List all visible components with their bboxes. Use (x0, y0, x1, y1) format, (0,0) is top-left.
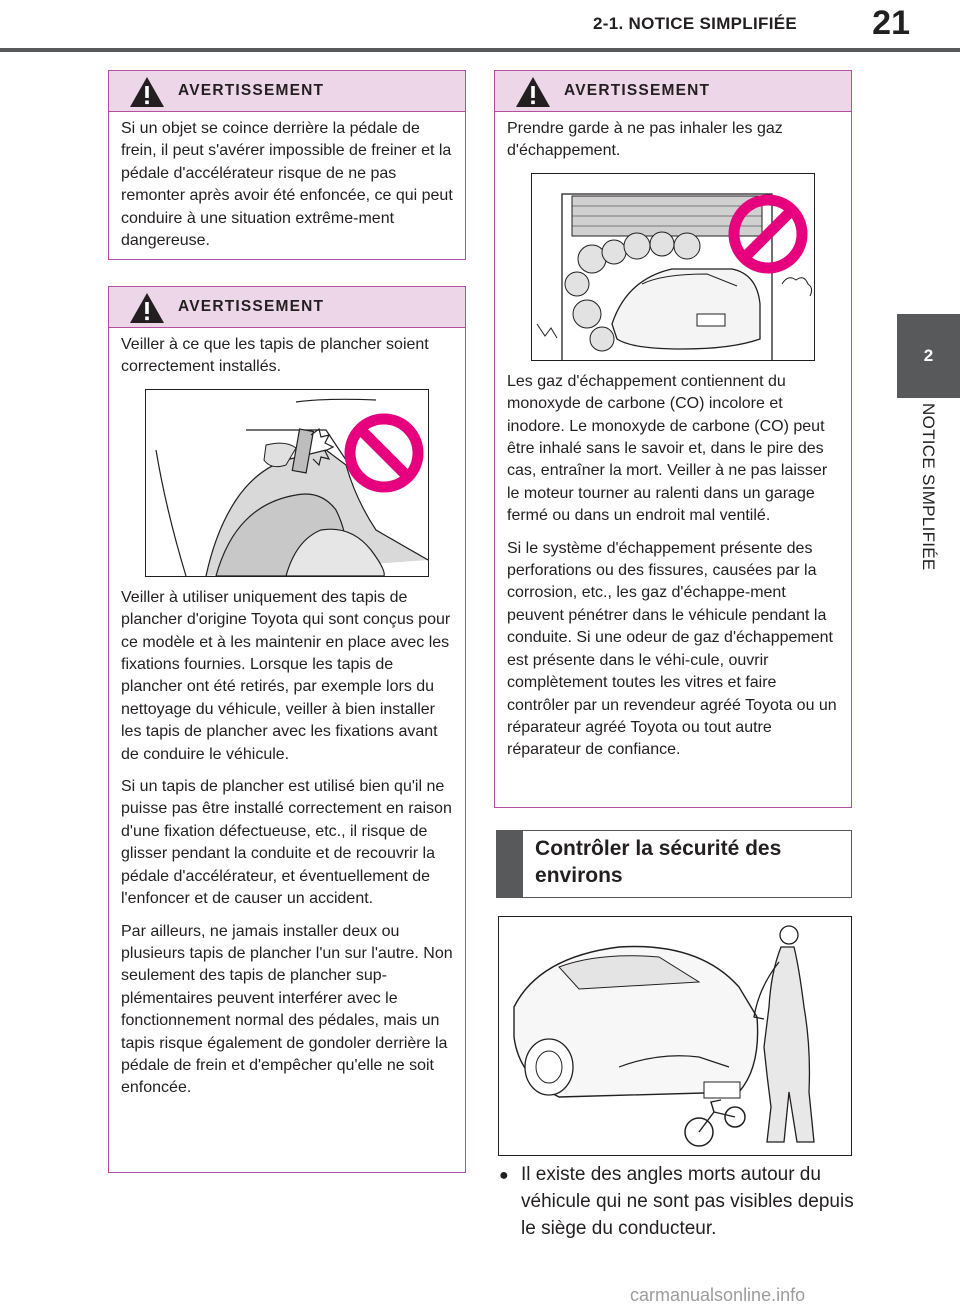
warning-intro: Prendre garde à ne pas inhaler les gaz d'échappement. (507, 120, 783, 160)
warning-triangle-icon (129, 292, 165, 324)
warning-box-exhaust-gas (494, 70, 852, 808)
warning-title: AVERTISSEMENT (178, 82, 325, 99)
warning-paragraph: Si le système d'échappement présente des perforations ou des fissures, causées par la corrosion, etc., les gaz d'échappe-ment peuvent pénétrer dans le véhicule pendant la conduite. Si une odeur de gaz d'échappement est présente dans le véhi-cule, ouvrir complètement toutes les vitres et faire contrôler par un revendeur agréé Toyota ou un réparateur agréé Toyota ou tout autre réparateur de confiance. (507, 539, 837, 759)
floor-mat-drawing (146, 390, 428, 576)
warning-body (109, 112, 465, 252)
warning-paragraph: Si un tapis de plancher est utilisé bien qu'il ne puisse pas être installé correctement en raison d'une fixation défectueuse, etc., il risque de glisser pendant la conduite et de recouvrir la pédale d'accélérateur, et éventuellement de l'enfoncer et de causer un accident. (121, 778, 452, 908)
warning-paragraph: Par ailleurs, ne jamais installer deux ou plusieurs tapis de plancher l'un sur l'autre. Non seulement des tapis de plancher sup-plémentaires peuvent interférer avec le fonctionnement normal des pédales, mais un tapis risque également de gondoler derrière la pédale de frein et d'empêcher qu'elle ne soit enfoncée. (121, 922, 453, 1097)
watermark: carmanualsonline.info (630, 1285, 806, 1305)
garage-exhaust-illustration (531, 173, 815, 361)
warning-triangle-icon (129, 76, 165, 108)
floor-mat-illustration (145, 389, 429, 577)
car-and-person-drawing (499, 917, 851, 1155)
warning-body (109, 328, 465, 1100)
warning-paragraph: Les gaz d'échappement contiennent du monoxyde de carbone (CO) incolore et inodore. Le monoxyde de carbone (CO) peut être inhalé sans le savoir et, dans le pire des cas, entraîner la mort. Veiller à ne pas laisser le moteur tourner au ralenti dans un garage fermé ou dans un endroit mal ventilé. (507, 372, 828, 525)
warning-paragraph: Veiller à utiliser uniquement des tapis de plancher d'origine Toyota qui sont conçus pour ce modèle et à les maintenir en place avec les fixations fournies. Lorsque les tapis de plancher ont été retirés, par exemple lors du nettoyage du véhicule, veiller à bien installer les tapis de plancher avec les fixations avant de conduire le véhicule. (121, 588, 451, 763)
section-heading-bar (497, 831, 523, 897)
warning-triangle-icon (515, 76, 551, 108)
warning-box-brake-pedal (108, 70, 466, 260)
warning-header (495, 71, 851, 112)
page-number: 21 (872, 4, 910, 42)
warning-title: AVERTISSEMENT (564, 82, 711, 99)
surroundings-check-illustration (498, 916, 852, 1156)
warning-header (109, 287, 465, 328)
section-heading-box (496, 830, 852, 898)
chapter-tab[interactable]: 2 (897, 314, 960, 398)
warning-body (495, 112, 851, 762)
garage-exhaust-drawing (532, 174, 814, 360)
warning-header (109, 71, 465, 112)
warning-box-floor-mats (108, 286, 466, 1173)
bullet-icon: ● (499, 1167, 509, 1184)
section-heading-title: Contrôler la sécurité des environs (535, 837, 782, 887)
running-header-title: 2-1. NOTICE SIMPLIFIÉE (592, 14, 798, 33)
warning-title: AVERTISSEMENT (178, 298, 325, 315)
warning-paragraph: Si un objet se coince derrière la pédale de frein, il peut s'avérer impossible de freiner et la pédale d'accélérateur risque de ne pas remonter après avoir été enfoncée, ce qui peut conduire à une situation extrême-ment dangereuse. (121, 120, 453, 250)
bullet-item (499, 1161, 859, 1242)
chapter-side-label: NOTICE SIMPLIFIÉE (919, 403, 938, 571)
header-rule (0, 48, 960, 52)
bullet-text: Il existe des angles morts autour du véhicule qui ne sont pas visibles depuis le siège du conducteur. (521, 1164, 854, 1239)
warning-intro: Veiller à ce que les tapis de plancher soient correctement installés. (121, 336, 429, 376)
